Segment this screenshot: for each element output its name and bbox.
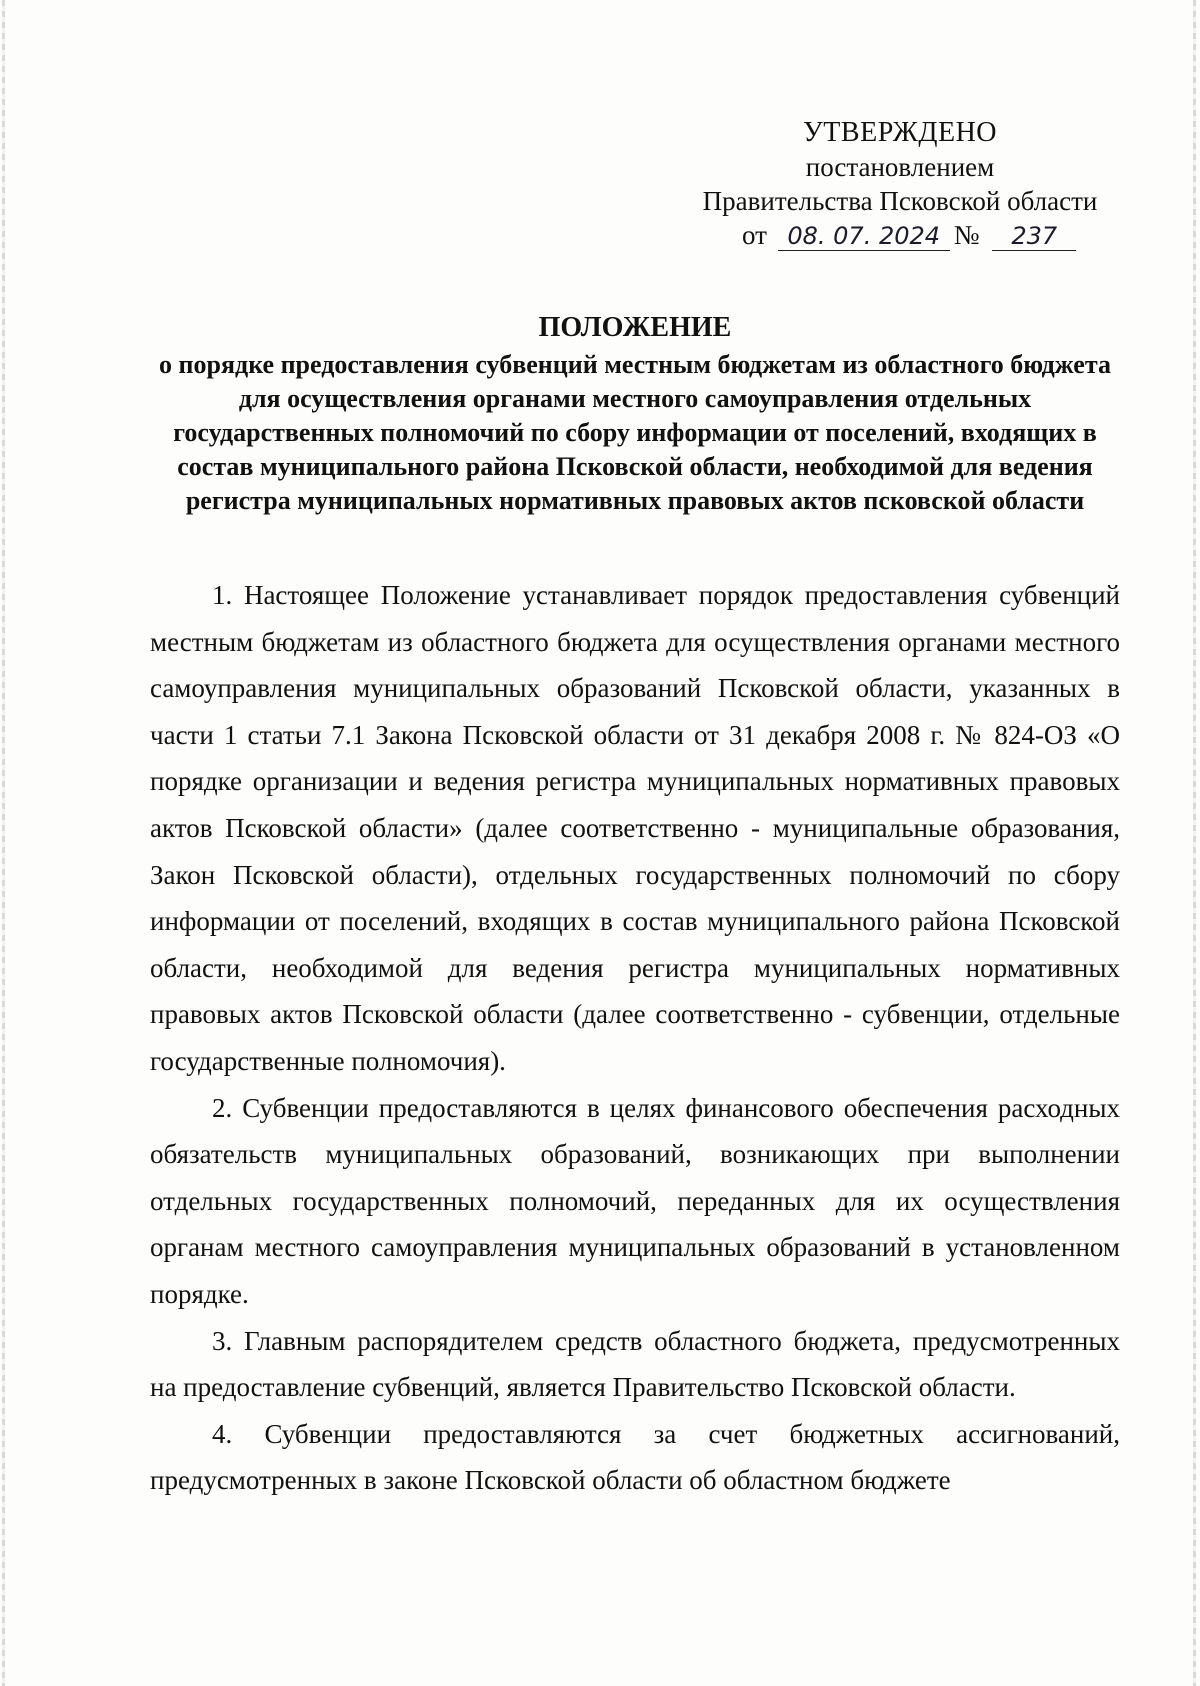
handwritten-number: 237 <box>992 222 1076 251</box>
document-title: ПОЛОЖЕНИЕ <box>538 312 732 343</box>
number-sign: № <box>953 220 980 250</box>
approval-line-1: постановлением <box>805 152 995 182</box>
paragraph-3: 3. Главным распорядителем средств областного бюджета, предусмотренных на предоставление субвенций, является Правительство Псковской области. <box>150 1325 1120 1403</box>
paragraph-1: 1. Настоящее Положение устанавливает порядок предоставления субвенций местным бюджетам из областного бюджета для осуществления органами местного самоуправления муниципальных образований Псковской области, указанных в части 1 статьи 7.1 Закона Псковской области от 31 декабря 2008 г. № 824-ОЗ «О порядке организации и ведения регистра муниципальных нормативных правовых актов Псковской области» (далее соответственно - муниципальные образования, Закон Псковской области), отдельных государственных полномочий по сбору информации от поселений, входящих в состав муниципального района Псковской области, необходимой для ведения регистра муниципальных нормативных правовых актов Псковской области (далее соответственно - субвенции, отдельные государственные полномочия). <box>150 580 1120 1076</box>
approval-line-2: Правительства Псковской области <box>702 186 1098 216</box>
paragraph-4: 4. Субвенции предоставляются за счет бюджетных ассигнований, предусмотренных в законе Псковской области об областном бюджете <box>150 1418 1120 1496</box>
from-label: от <box>742 220 767 250</box>
approval-stamp-block <box>690 116 1110 252</box>
scan-edge-right <box>1193 0 1196 1686</box>
approval-word: УТВЕРЖДЕНО <box>802 117 998 148</box>
document-body <box>150 572 1120 1504</box>
approval-date-line <box>690 218 1110 252</box>
handwritten-date: 08. 07. 2024 <box>778 222 950 251</box>
paragraph-2: 2. Субвенции предоставляются в целях финансового обеспечения расходных обязательств муниципальных образований, возникающих при выполнении отдельных государственных полномочий, переданных для их осуществления органам местного самоуправления муниципальных образований в установленном порядке. <box>150 1092 1120 1309</box>
scan-edge-left <box>2 0 5 1686</box>
document-subtitle: о порядке предоставления субвенций местным бюджетам из областного бюджета для осуществления органами местного самоуправления отдельных государственных полномочий по сбору информации от поселений, входящих в состав муниципального района Псковской области, необходимой для ведения регистра муниципальных нормативных правовых актов псковской области <box>159 350 1111 515</box>
document-title-block <box>150 310 1120 518</box>
